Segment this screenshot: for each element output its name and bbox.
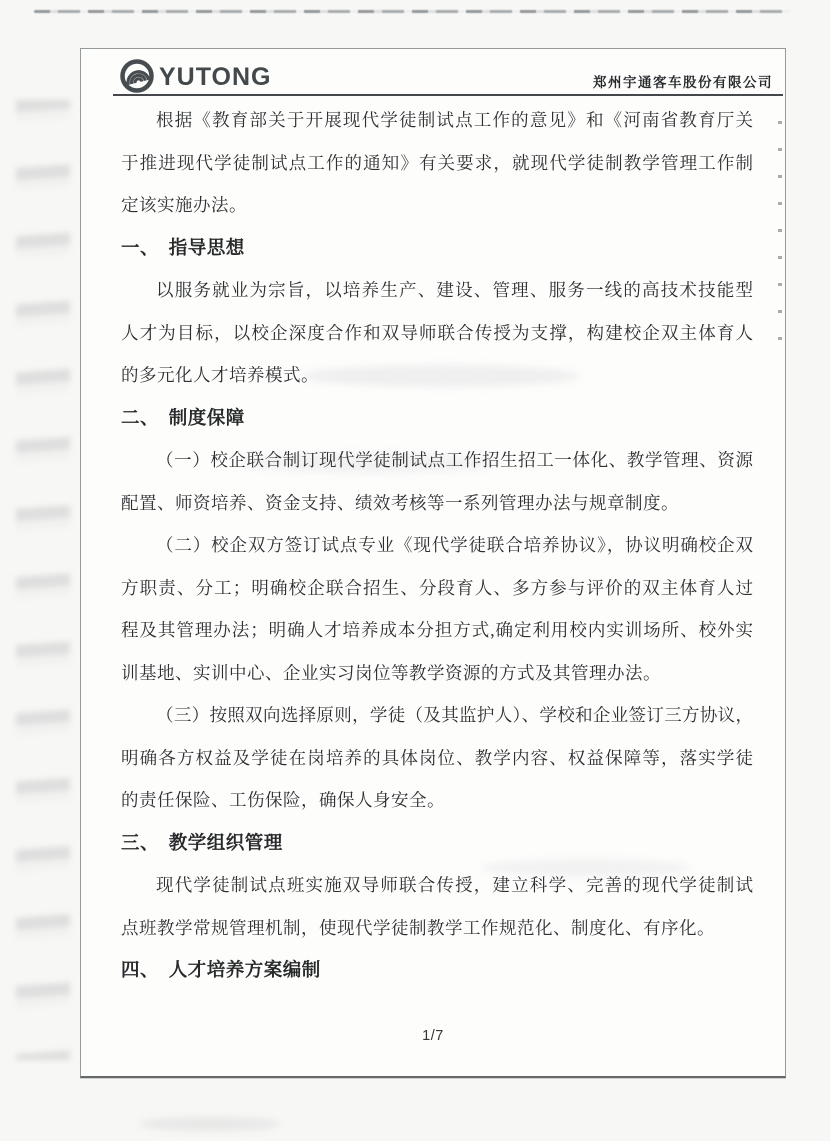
document-body	[121, 99, 753, 992]
scan-streak-artifact	[34, 10, 790, 13]
text-line: 定该实施办法。	[121, 195, 247, 215]
section-heading	[121, 949, 753, 992]
text-line: 点班教学常规管理机制，使现代学徒制教学工作规范化、制度化、有序化。	[121, 917, 715, 938]
text-line: 以服务就业为宗旨，以培养生产、建设、管理、服务一线的高技术技能型	[156, 280, 753, 300]
section-heading	[121, 227, 753, 270]
text-line: 程及其管理办法；明确人才培养成本分担方式,确定利用校内实训场所、校外实	[121, 620, 753, 640]
yutong-logo	[119, 58, 324, 99]
header-rule	[113, 94, 783, 96]
text-line: 明确各方权益及学徒在岗培养的具体岗位、教学内容、权益保障等，落实学徒	[121, 747, 753, 768]
text-line: 现代学徒制试点班实施双导师联合传授，建立科学、完善的现代学徒制试	[156, 875, 753, 895]
company-name: 郑州宇通客车股份有限公司	[593, 75, 773, 90]
text-line: （二）校企双方签订试点专业《现代学徒联合培养协议》，协议明确校企双	[156, 535, 753, 555]
heading-line: 三、 教学组织管理	[121, 831, 283, 853]
text-line: （一）校企联合制订现代学徒制试点工作招生招工一体化、教学管理、资源	[156, 450, 753, 470]
yutong-logo-icon	[119, 58, 324, 94]
text-line: 的责任保险、工伤保险，确保人身安全。	[121, 790, 445, 810]
document-page	[80, 48, 786, 1078]
paragraph	[121, 524, 753, 694]
text-line: 方职责、分工；明确校企联合招生、分段育人、多方参与评价的双主体育人过	[121, 577, 753, 598]
heading-line: 四、 人才培养方案编制	[121, 959, 321, 980]
text-line: 人才为目标，以校企深度合作和双导师联合传授为支撑，构建校企双主体育人	[121, 322, 753, 343]
text-line: 配置、师资培养、资金支持、绩效考核等一系列管理办法与规章制度。	[121, 492, 679, 513]
paragraph	[121, 99, 753, 227]
section-heading	[121, 397, 753, 440]
text-line: 的多元化人才培养模式。	[121, 365, 319, 385]
paragraph	[121, 269, 753, 397]
scan-edge-marks	[778, 121, 782, 341]
page-header	[113, 57, 783, 94]
section-heading	[121, 822, 753, 865]
paragraph	[121, 439, 753, 524]
text-line: （三）按照双向选择原则，学徒（及其监护人）、学校和企业签订三方协议，	[156, 705, 753, 725]
yutong-wordmark: YUTONG	[159, 63, 272, 91]
heading-line: 二、 制度保障	[121, 406, 245, 428]
text-line: 根据《教育部关于开展现代学徒制试点工作的意见》和《河南省教育厅关	[156, 110, 753, 130]
heading-line: 一、 指导思想	[121, 236, 245, 258]
text-line: 于推进现代学徒制试点工作的通知》有关要求，就现代学徒制教学管理工作制	[121, 152, 753, 173]
text-line: 训基地、实训中心、企业实习岗位等教学资源的方式及其管理办法。	[121, 662, 661, 683]
scan-smudge	[140, 1118, 280, 1130]
page-number: 1/7	[422, 1028, 444, 1044]
scan-roller-smudges	[16, 100, 70, 1060]
paragraph	[121, 694, 753, 822]
paragraph	[121, 864, 753, 949]
